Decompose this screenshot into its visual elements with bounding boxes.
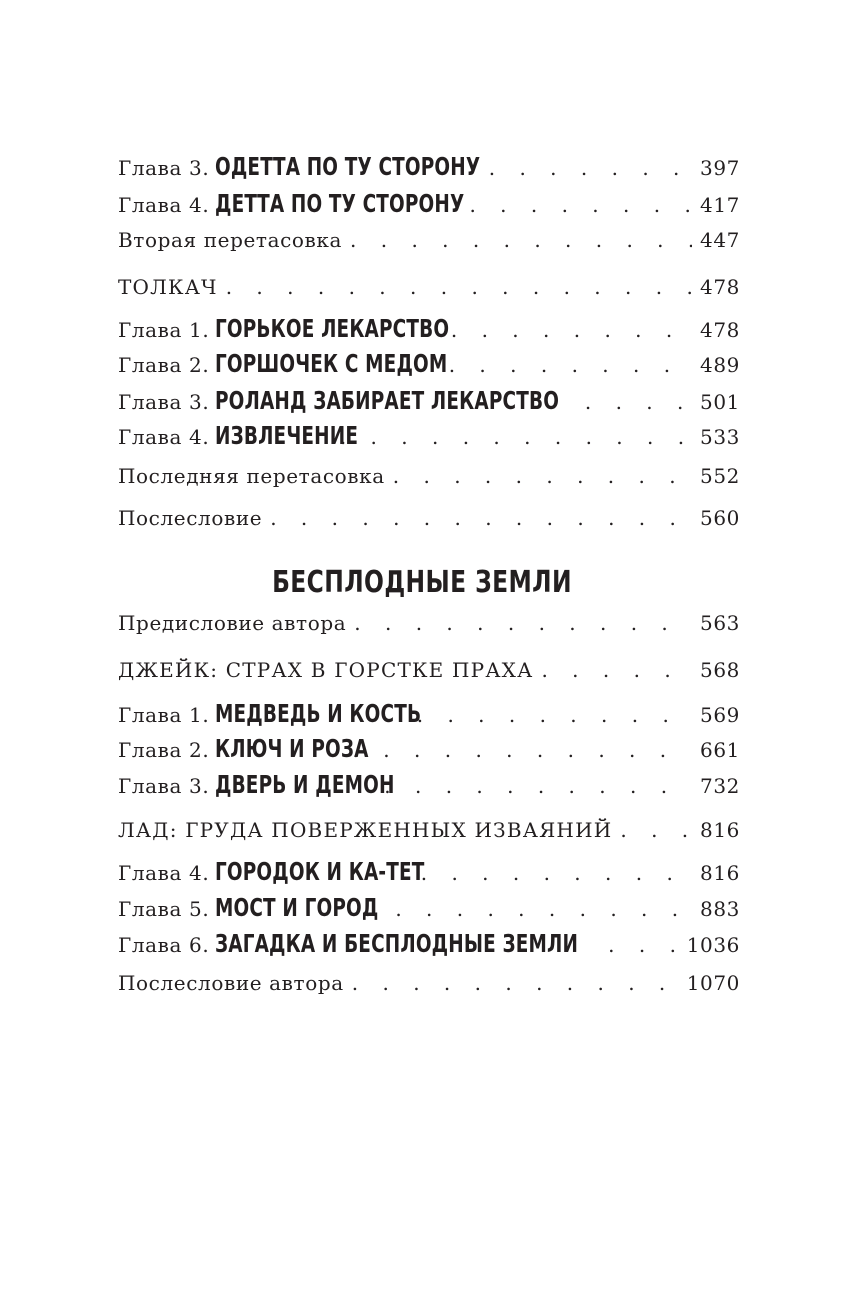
chapter-number: Глава 1. <box>118 703 210 727</box>
dot-leader <box>449 353 692 377</box>
toc-entry <box>118 971 740 995</box>
entry-title: Вторая перетасовка <box>118 228 343 252</box>
chapter-title: ДВЕРЬ И ДЕМОН <box>215 770 395 799</box>
page-number: 563 <box>700 611 740 635</box>
page-number: 1036 <box>686 933 740 957</box>
toc-entry <box>118 857 740 886</box>
part-title: ЛАД: ГРУДА ПОВЕРЖЕННЫХ ИЗВАЯНИЙ <box>118 818 613 842</box>
page-number: 533 <box>700 425 740 449</box>
part-title: ДЖЕЙК: СТРАХ В ГОРСТКЕ ПРАХА <box>118 658 534 682</box>
toc-entry <box>118 228 740 252</box>
page-number: 816 <box>700 818 740 842</box>
chapter-title: КЛЮЧ И РОЗА <box>215 734 369 763</box>
dot-leader <box>365 897 692 921</box>
chapter-title: ДЕТТА ПО ТУ СТОРОНУ <box>215 189 465 218</box>
page-number: 478 <box>700 318 740 342</box>
entry-title: Послесловие <box>118 506 263 530</box>
dot-leader <box>393 464 692 488</box>
dot-leader <box>270 506 692 530</box>
page-number: 417 <box>700 193 740 217</box>
chapter-number: Глава 2. <box>118 738 210 762</box>
part-title: ТОЛКАЧ <box>118 275 218 299</box>
page-number: 1070 <box>686 971 740 995</box>
chapter-number: Глава 3. <box>118 390 210 414</box>
toc-entry <box>118 929 740 958</box>
toc-entry <box>118 349 740 378</box>
toc-entry <box>118 658 740 682</box>
page-number: 447 <box>700 228 740 252</box>
dot-leader <box>451 318 692 342</box>
toc-entry <box>118 386 740 415</box>
toc-entry <box>118 699 740 728</box>
chapter-title: МЕДВЕДЬ И КОСТЬ <box>215 699 422 728</box>
entry-title: Последняя перетасовка <box>118 464 385 488</box>
dot-leader <box>352 971 679 995</box>
chapter-title: ГОРЬКОЕ ЛЕКАРСТВО <box>215 314 450 343</box>
chapter-title: ИЗВЛЕЧЕНИЕ <box>215 421 359 450</box>
chapter-number: Глава 4. <box>118 425 210 449</box>
toc-entry <box>118 314 740 343</box>
toc-entry <box>118 275 740 299</box>
dot-leader <box>585 390 692 414</box>
toc-entry <box>118 152 740 181</box>
dot-leader <box>384 774 692 798</box>
book-section-heading: БЕСПЛОДНЫЕ ЗЕМЛИ <box>272 565 572 600</box>
chapter-number: Глава 5. <box>118 897 210 921</box>
page-number: 560 <box>700 506 740 530</box>
dot-leader <box>469 193 692 217</box>
toc-entry <box>118 770 740 799</box>
entry-title: Предисловие автора <box>118 611 347 635</box>
toc-entry <box>118 893 740 922</box>
chapter-title: ГОРШОЧЕК С МЕДОМ <box>215 349 448 378</box>
page-number: 568 <box>700 658 740 682</box>
chapter-number: Глава 1. <box>118 318 210 342</box>
chapter-number: Глава 3. <box>118 774 210 798</box>
toc-entry <box>118 611 740 635</box>
entry-title: Послесловие автора <box>118 971 344 995</box>
dot-leader <box>541 658 692 682</box>
dot-leader <box>354 611 692 635</box>
chapter-title: МОСТ И ГОРОД <box>215 893 379 922</box>
toc-entry <box>118 464 740 488</box>
page-number: 732 <box>700 774 740 798</box>
page-number: 883 <box>700 897 740 921</box>
page-number: 569 <box>700 703 740 727</box>
dot-leader <box>350 228 692 252</box>
toc-entry <box>118 189 740 218</box>
page-number: 397 <box>700 156 740 180</box>
page-number: 489 <box>700 353 740 377</box>
dot-leader <box>608 933 679 957</box>
chapter-number: Глава 4. <box>118 193 210 217</box>
page-number: 501 <box>700 390 740 414</box>
page-number: 661 <box>700 738 740 762</box>
chapter-number: Глава 2. <box>118 353 210 377</box>
page-number: 552 <box>700 464 740 488</box>
chapter-title: РОЛАНД ЗАБИРАЕТ ЛЕКАРСТВО <box>215 386 560 415</box>
toc-entry <box>118 421 740 450</box>
dot-leader <box>417 703 692 727</box>
chapter-number: Глава 3. <box>118 156 210 180</box>
dot-leader <box>489 156 692 180</box>
chapter-title: ЗАГАДКА И БЕСПЛОДНЫЕ ЗЕМЛИ <box>215 929 579 958</box>
chapter-number: Глава 4. <box>118 861 210 885</box>
toc-entry <box>118 506 740 530</box>
dot-leader <box>620 818 692 842</box>
dot-leader <box>353 738 692 762</box>
chapter-title: ОДЕТТА ПО ТУ СТОРОНУ <box>215 152 481 181</box>
toc-entry <box>118 818 740 842</box>
page-number: 816 <box>700 861 740 885</box>
dot-leader <box>340 425 692 449</box>
page-number: 478 <box>700 275 740 299</box>
dot-leader <box>226 275 692 299</box>
dot-leader <box>421 861 692 885</box>
chapter-title: ГОРОДОК И КА-ТЕТ <box>215 857 425 886</box>
chapter-number: Глава 6. <box>118 933 210 957</box>
toc-entry <box>118 734 740 763</box>
